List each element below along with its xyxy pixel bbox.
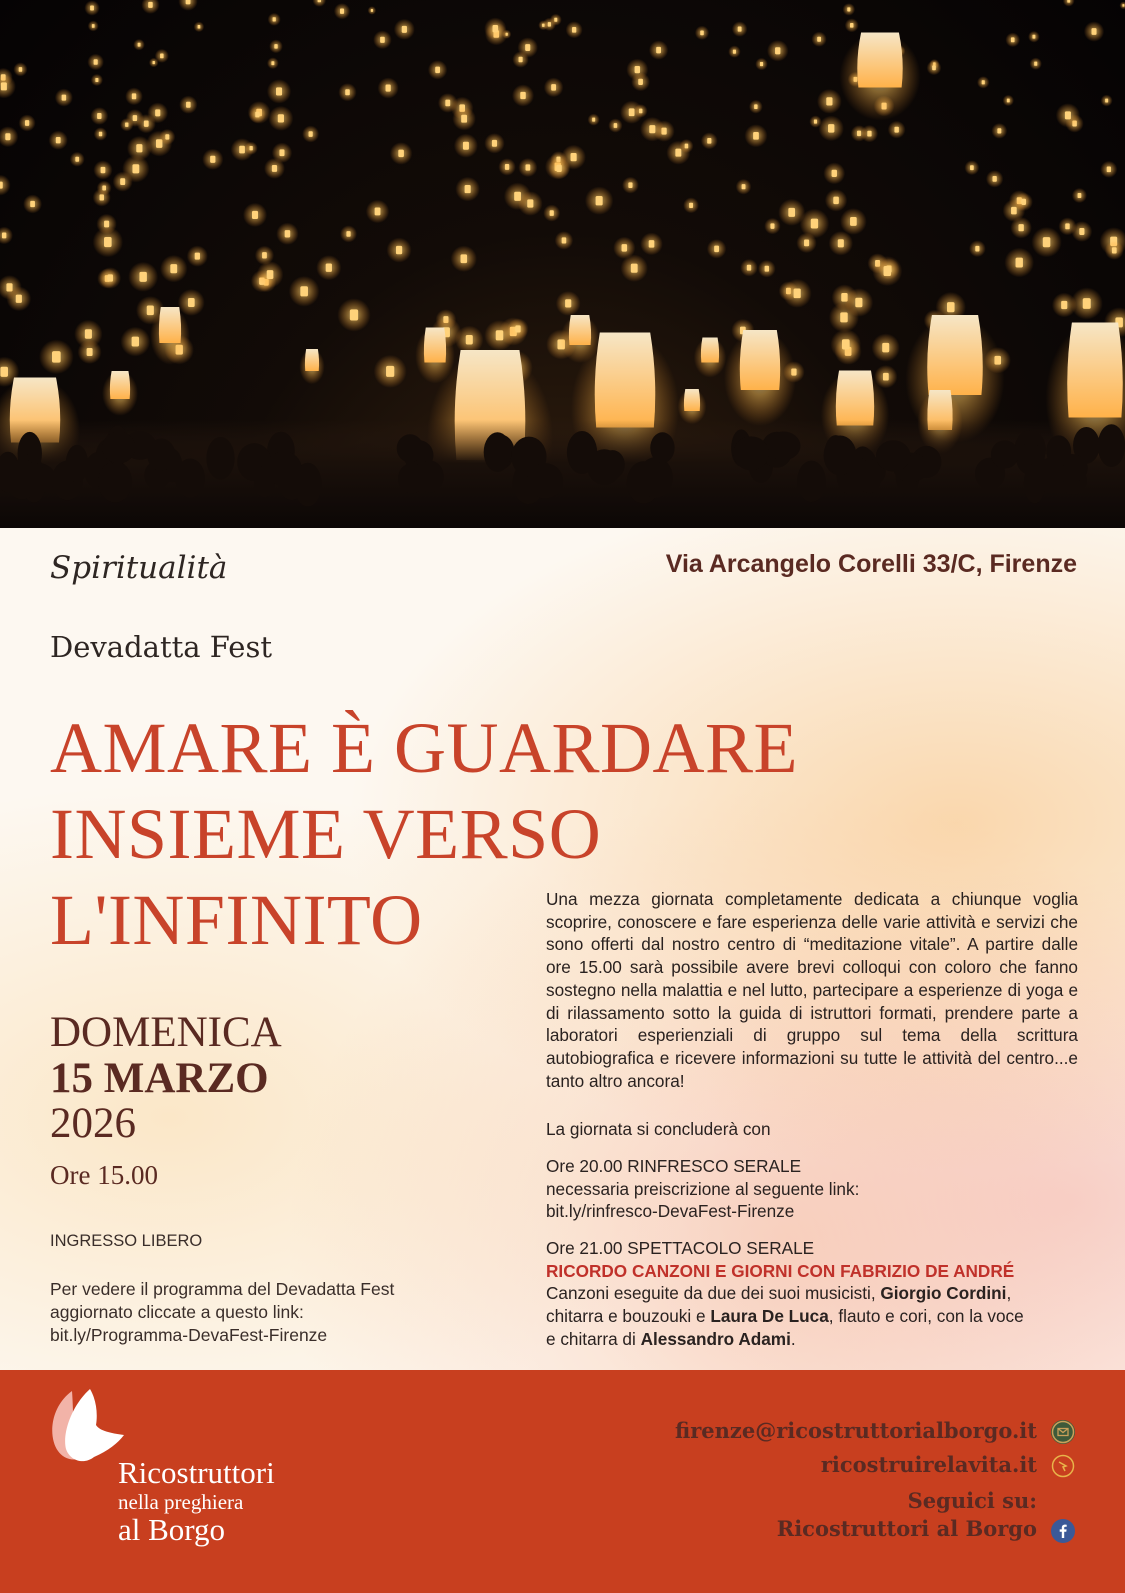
lantern bbox=[770, 223, 774, 228]
lantern bbox=[515, 325, 520, 332]
lantern bbox=[445, 100, 450, 107]
social-page-name[interactable]: Ricostruttori al Borgo bbox=[776, 1516, 1037, 1541]
lantern bbox=[273, 17, 276, 21]
event-time: Ore 15.00 bbox=[50, 1160, 158, 1190]
lantern bbox=[155, 109, 160, 116]
lantern bbox=[525, 44, 530, 51]
lantern bbox=[276, 87, 282, 95]
lantern bbox=[92, 24, 95, 28]
lantern bbox=[99, 194, 104, 200]
lantern bbox=[274, 44, 277, 49]
lantern bbox=[1078, 193, 1082, 198]
lantern bbox=[562, 237, 567, 243]
lantern bbox=[975, 246, 979, 252]
lantern bbox=[556, 165, 561, 172]
lantern bbox=[252, 211, 258, 219]
sky-lanterns-photo bbox=[0, 0, 1125, 528]
lantern bbox=[775, 47, 780, 54]
lantern bbox=[19, 67, 23, 72]
lantern bbox=[147, 306, 154, 316]
lantern bbox=[375, 208, 381, 216]
lantern bbox=[794, 289, 801, 299]
lantern bbox=[279, 149, 284, 156]
lantern bbox=[833, 197, 839, 204]
lantern bbox=[894, 127, 898, 133]
title-line-2: INSIEME VERSO bbox=[50, 794, 602, 874]
program-info bbox=[50, 1278, 470, 1347]
lantern bbox=[52, 351, 61, 363]
event-year: 2026 bbox=[50, 1100, 136, 1147]
performer-name: Giorgio Cordini bbox=[880, 1283, 1007, 1304]
lantern bbox=[136, 144, 142, 152]
person-silhouette bbox=[766, 431, 800, 460]
lantern bbox=[1122, 4, 1124, 7]
person-silhouette bbox=[587, 449, 621, 484]
lantern bbox=[386, 85, 391, 92]
lantern bbox=[622, 244, 628, 251]
lantern bbox=[318, 0, 321, 2]
lantern bbox=[255, 112, 259, 118]
lantern bbox=[525, 164, 530, 170]
refreshment-note: necessaria preiscrizione al seguente link: bbox=[546, 1178, 860, 1199]
lantern bbox=[249, 146, 252, 150]
lantern bbox=[814, 120, 817, 124]
person-silhouette bbox=[5, 459, 40, 499]
lantern bbox=[5, 133, 10, 140]
lantern bbox=[186, 0, 191, 4]
lantern bbox=[1007, 99, 1010, 103]
lantern bbox=[148, 2, 153, 8]
lantern bbox=[842, 339, 850, 349]
person-silhouette bbox=[797, 461, 826, 502]
lantern bbox=[596, 196, 603, 205]
lantern bbox=[838, 239, 844, 247]
follow-label: Seguici su: bbox=[907, 1488, 1037, 1513]
lantern bbox=[595, 333, 656, 428]
lantern bbox=[684, 389, 700, 411]
lantern bbox=[997, 128, 1001, 133]
program-link[interactable]: bit.ly/Programma-DevaFest-Firenze bbox=[50, 1325, 328, 1345]
lantern bbox=[571, 153, 577, 161]
email-icon[interactable] bbox=[1051, 1420, 1075, 1444]
lantern bbox=[195, 253, 200, 260]
lantern bbox=[424, 328, 446, 363]
lantern bbox=[210, 156, 215, 163]
lantern bbox=[1067, 323, 1122, 418]
lantern bbox=[707, 138, 711, 144]
lantern bbox=[340, 8, 344, 13]
category-label: Spiritualità bbox=[50, 550, 228, 586]
lantern bbox=[649, 125, 655, 133]
person-silhouette bbox=[266, 451, 302, 486]
lantern bbox=[754, 104, 757, 109]
lantern bbox=[1091, 28, 1096, 35]
person-silhouette bbox=[638, 457, 673, 498]
lantern bbox=[656, 47, 661, 53]
person-silhouette bbox=[102, 432, 135, 464]
lantern bbox=[120, 178, 125, 185]
person-silhouette bbox=[206, 437, 234, 479]
lantern bbox=[550, 210, 554, 216]
lantern bbox=[132, 337, 139, 347]
lantern bbox=[519, 57, 523, 62]
lantern bbox=[90, 5, 94, 10]
person-silhouette bbox=[397, 434, 424, 462]
person-silhouette bbox=[66, 445, 88, 483]
lantern bbox=[675, 149, 681, 157]
lantern bbox=[1011, 37, 1015, 42]
conclusion-text: La giornata si concluderà con bbox=[546, 1119, 771, 1139]
person-silhouette bbox=[98, 461, 132, 502]
show-line-2: chitarra e bouzouki e Laura De Luca, flauto e cori, con la voce bbox=[546, 1306, 1024, 1327]
lantern bbox=[300, 286, 308, 296]
lantern bbox=[884, 266, 892, 276]
lantern bbox=[350, 309, 358, 320]
lantern bbox=[551, 84, 556, 91]
lantern bbox=[828, 124, 834, 132]
lantern bbox=[629, 108, 635, 116]
lantern bbox=[30, 201, 35, 207]
lantern bbox=[371, 9, 373, 12]
lantern bbox=[138, 43, 141, 47]
person-silhouette bbox=[991, 440, 1019, 468]
lantern bbox=[1112, 247, 1117, 253]
entry-info: INGRESSO LIBERO bbox=[50, 1232, 203, 1250]
lantern bbox=[56, 137, 61, 143]
facebook-icon[interactable] bbox=[1051, 1519, 1075, 1543]
lantern bbox=[85, 329, 92, 338]
event-weekday: DOMENICA bbox=[50, 1009, 282, 1056]
lantern bbox=[685, 144, 688, 149]
lantern bbox=[1065, 223, 1069, 229]
lantern bbox=[104, 221, 109, 228]
lantern bbox=[496, 330, 504, 340]
lantern bbox=[614, 123, 618, 128]
lantern bbox=[847, 7, 850, 11]
lantern bbox=[700, 30, 704, 35]
lantern bbox=[760, 62, 763, 66]
lantern bbox=[840, 312, 847, 322]
lantern bbox=[932, 65, 936, 70]
lantern bbox=[285, 230, 291, 237]
lantern bbox=[463, 142, 469, 150]
program-line: aggiornato cliccate a questo link: bbox=[50, 1302, 304, 1322]
lantern bbox=[883, 373, 889, 381]
lantern bbox=[826, 97, 832, 105]
lantern bbox=[465, 185, 471, 193]
lanterns-illustration bbox=[0, 0, 1125, 528]
person-silhouette bbox=[175, 458, 205, 497]
lantern bbox=[396, 246, 402, 254]
lantern bbox=[267, 270, 274, 279]
lantern bbox=[850, 23, 853, 28]
lantern bbox=[170, 264, 177, 273]
person-silhouette bbox=[825, 435, 847, 472]
lantern bbox=[326, 264, 332, 272]
lantern bbox=[493, 25, 499, 32]
performer-name: Laura De Luca bbox=[710, 1306, 829, 1327]
lantern bbox=[272, 165, 277, 172]
lantern bbox=[380, 37, 385, 43]
lantern bbox=[947, 302, 955, 312]
lantern bbox=[262, 252, 267, 258]
lantern bbox=[104, 237, 112, 247]
lantern bbox=[1034, 62, 1037, 66]
lantern bbox=[1107, 167, 1111, 173]
lantern bbox=[1061, 301, 1067, 309]
lantern bbox=[982, 80, 985, 84]
show-block bbox=[546, 1237, 1086, 1351]
lantern bbox=[101, 167, 106, 173]
lantern bbox=[836, 371, 874, 426]
lantern bbox=[569, 315, 591, 345]
lantern bbox=[765, 266, 769, 272]
lantern bbox=[628, 182, 632, 188]
lantern bbox=[87, 348, 93, 356]
show-line-1: Canzoni eseguite da due dei suoi musicisti, Giorgio Cordini, bbox=[546, 1283, 1012, 1304]
lantern bbox=[520, 92, 526, 99]
lantern bbox=[747, 265, 751, 271]
event-name: Devadatta Fest bbox=[50, 630, 272, 664]
lantern bbox=[572, 27, 576, 33]
lantern bbox=[753, 132, 759, 140]
lantern bbox=[153, 61, 155, 64]
web-icon[interactable] bbox=[1051, 1454, 1075, 1478]
lantern bbox=[0, 367, 8, 377]
lantern bbox=[631, 264, 638, 273]
lantern bbox=[701, 338, 719, 363]
lantern bbox=[133, 115, 137, 121]
lantern bbox=[402, 26, 407, 33]
lantern bbox=[832, 170, 837, 177]
lantern bbox=[855, 298, 862, 308]
lantern bbox=[461, 254, 468, 263]
lantern bbox=[1043, 237, 1051, 247]
lantern bbox=[492, 140, 497, 147]
lantern bbox=[1067, 0, 1070, 3]
refreshment-block bbox=[546, 1155, 1086, 1223]
refreshment-link[interactable]: bit.ly/rinfresco-DevaFest-Firenze bbox=[546, 1201, 795, 1222]
lantern bbox=[75, 157, 79, 162]
lantern bbox=[165, 134, 169, 139]
lantern bbox=[25, 120, 29, 126]
program-line: Per vedere il programma del Devadatta Fest bbox=[50, 1279, 395, 1299]
show-name: RICORDO CANZONI E GIORNI CON FABRIZIO DE ANDRÉ bbox=[546, 1260, 1015, 1281]
lantern bbox=[239, 146, 245, 154]
person-silhouette bbox=[1098, 424, 1125, 467]
lantern bbox=[132, 93, 136, 99]
lantern bbox=[689, 203, 693, 208]
lantern bbox=[1083, 298, 1091, 309]
lantern bbox=[398, 150, 404, 157]
lantern bbox=[102, 186, 106, 191]
lantern bbox=[635, 66, 640, 73]
lantern bbox=[386, 366, 394, 377]
lantern bbox=[2, 233, 6, 239]
lantern bbox=[278, 114, 284, 122]
contact-website[interactable]: ricostruirelavita.it bbox=[820, 1452, 1037, 1477]
lantern bbox=[857, 33, 902, 88]
lantern bbox=[99, 132, 102, 136]
lantern bbox=[505, 164, 509, 170]
person-silhouette bbox=[147, 439, 175, 471]
lantern bbox=[160, 54, 164, 59]
lantern bbox=[738, 27, 742, 32]
lantern bbox=[992, 176, 996, 182]
title-line-1: AMARE È GUARDARE bbox=[50, 708, 799, 788]
lantern bbox=[867, 131, 871, 137]
lantern bbox=[186, 102, 191, 108]
lantern bbox=[1, 82, 7, 90]
person-silhouette bbox=[527, 463, 563, 498]
logo-text-line-1: Ricostruttori bbox=[118, 1455, 275, 1490]
person-silhouette bbox=[876, 440, 911, 471]
lantern bbox=[1079, 228, 1084, 235]
title-line-3: L'INFINITO bbox=[50, 880, 423, 960]
refreshment-title: Ore 20.00 RINFRESCO SERALE bbox=[546, 1156, 802, 1176]
lantern-glow bbox=[0, 227, 13, 245]
lantern bbox=[94, 59, 98, 65]
lantern bbox=[811, 219, 818, 229]
lantern bbox=[97, 113, 101, 119]
lantern bbox=[714, 246, 719, 252]
lantern bbox=[740, 330, 780, 390]
performer-name: Alessandro Adami bbox=[640, 1328, 791, 1349]
lantern bbox=[733, 50, 736, 54]
person-silhouette bbox=[1038, 457, 1064, 494]
lantern bbox=[970, 165, 974, 170]
lantern bbox=[345, 89, 350, 95]
person-silhouette bbox=[650, 432, 674, 463]
event-description: Una mezza giornata completamente dedicata a chiunque voglia scoprire, conoscere e fare esperienza delle varie attività e servizi che sono offerti dal nostro centro di “meditazione vitale”. A partire dalle ore 15.00 sarà possibile avere brevi colloqui con coloro che fanno sostegno nella malattia e nel lutto, partecipare a esperienze di yoga e di rilassamento sotto la guida di istruttori formati, prendere parte a laboratori esperienziali di gruppo sul tema della scrittura autobiografica e ricevere informazioni su tutte le attività del centro...e tanto altro ancora! bbox=[546, 889, 1078, 1091]
lantern bbox=[132, 164, 139, 173]
lantern bbox=[927, 315, 982, 395]
event-address: Via Arcangelo Corelli 33/C, Firenze bbox=[665, 550, 1077, 578]
lantern bbox=[649, 240, 655, 248]
lantern bbox=[565, 299, 571, 307]
contact-email[interactable]: firenze@ricostruttorialborgo.it bbox=[674, 1418, 1037, 1443]
lantern bbox=[882, 343, 889, 352]
lantern bbox=[139, 272, 146, 282]
lantern bbox=[592, 118, 595, 122]
lantern bbox=[817, 37, 821, 42]
lantern bbox=[198, 25, 201, 29]
lantern bbox=[435, 67, 440, 73]
lantern bbox=[850, 217, 857, 226]
lantern bbox=[788, 208, 795, 217]
lantern bbox=[466, 335, 473, 344]
show-title: Ore 21.00 SPETTACOLO SERALE bbox=[546, 1238, 815, 1258]
person-silhouette bbox=[398, 463, 426, 493]
lantern bbox=[1065, 111, 1071, 119]
lantern bbox=[0, 182, 3, 189]
butterfly-logo-icon bbox=[48, 1385, 128, 1475]
lantern bbox=[62, 95, 67, 101]
lantern bbox=[144, 120, 149, 126]
lantern bbox=[110, 371, 130, 399]
lantern bbox=[16, 295, 22, 303]
lantern bbox=[1016, 258, 1023, 268]
lantern bbox=[1105, 99, 1108, 103]
lantern bbox=[1032, 35, 1035, 39]
lantern bbox=[461, 115, 467, 123]
lantern bbox=[1018, 224, 1023, 231]
lantern bbox=[271, 61, 274, 65]
logo-text-line-3: al Borgo bbox=[118, 1512, 226, 1547]
lantern bbox=[346, 231, 350, 237]
logo-text-line-2: nella preghiera bbox=[118, 1490, 244, 1514]
person-silhouette bbox=[733, 436, 769, 470]
lantern bbox=[188, 298, 195, 307]
lantern bbox=[527, 199, 533, 207]
lantern bbox=[305, 349, 319, 371]
show-line-3: e chitarra di Alessandro Adami. bbox=[546, 1328, 796, 1349]
lantern bbox=[159, 307, 181, 343]
lantern bbox=[542, 24, 544, 27]
lantern bbox=[742, 184, 746, 189]
lantern bbox=[95, 78, 98, 82]
person-silhouette bbox=[859, 459, 881, 493]
lantern bbox=[108, 274, 113, 281]
person-silhouette bbox=[484, 432, 512, 472]
lantern bbox=[804, 240, 809, 247]
lantern bbox=[857, 131, 861, 136]
lantern bbox=[639, 109, 642, 114]
event-date: 15 MARZO bbox=[50, 1055, 269, 1102]
lantern bbox=[309, 131, 313, 137]
lantern bbox=[1011, 207, 1017, 215]
